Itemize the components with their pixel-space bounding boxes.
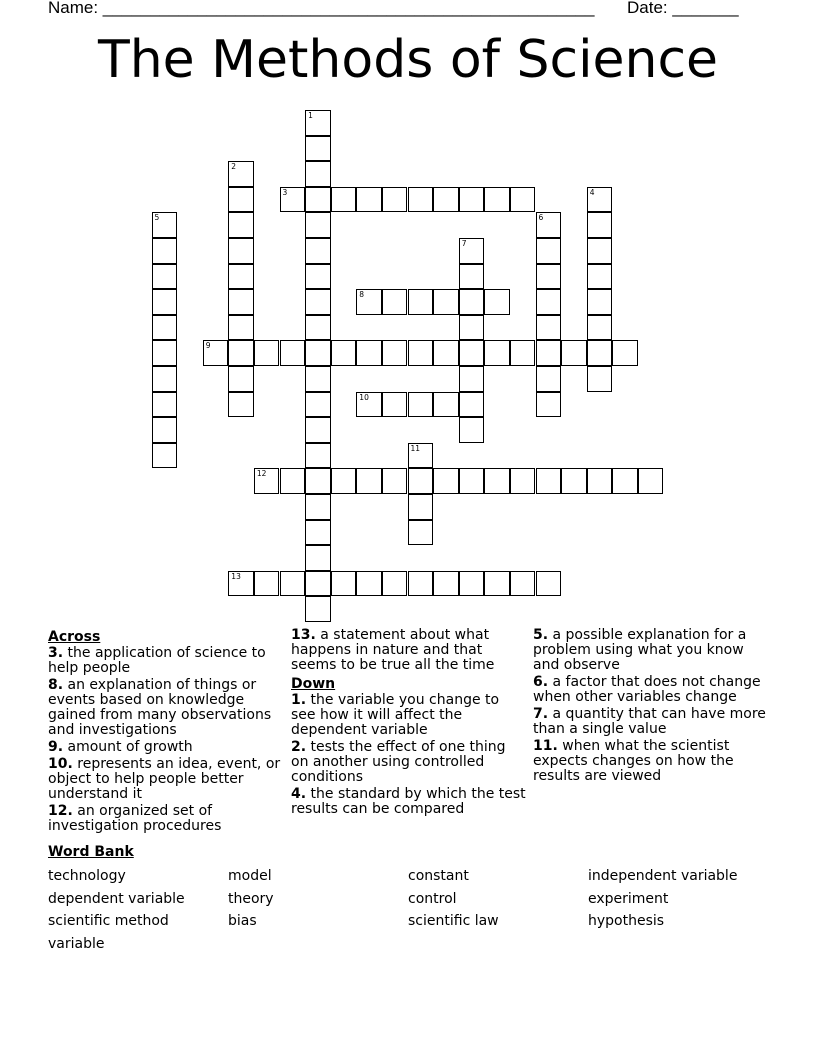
clue-number: 1 xyxy=(308,111,313,120)
word-bank-item: scientific method xyxy=(48,913,169,929)
crossword-cell[interactable] xyxy=(228,264,254,290)
clue-number: 10 xyxy=(359,392,369,402)
crossword-cell[interactable] xyxy=(536,392,562,418)
crossword-cell[interactable] xyxy=(484,468,510,494)
crossword-cell[interactable] xyxy=(152,315,178,341)
crossword-cell[interactable] xyxy=(305,366,331,392)
clue-number: 3 xyxy=(282,187,288,197)
word-bank-item: technology xyxy=(48,868,126,884)
crossword-cell[interactable] xyxy=(356,468,382,494)
crossword-cell[interactable] xyxy=(152,212,178,238)
crossword-cell[interactable] xyxy=(484,571,510,597)
crossword-cell[interactable] xyxy=(587,238,613,264)
crossword-cell[interactable] xyxy=(587,340,613,366)
crossword-cell[interactable] xyxy=(254,340,280,366)
crossword-cell[interactable] xyxy=(408,520,434,546)
down-clue: 1. the variable you change to see how it will affect the dependent variable xyxy=(291,692,500,738)
crossword-cell[interactable] xyxy=(382,392,408,418)
crossword-cell[interactable] xyxy=(305,110,331,136)
crossword-cell[interactable] xyxy=(382,340,408,366)
crossword-cell[interactable] xyxy=(408,187,434,213)
crossword-cell[interactable] xyxy=(228,212,254,238)
crossword-cell[interactable] xyxy=(536,212,562,238)
crossword-cell[interactable] xyxy=(484,289,510,315)
crossword-cell[interactable] xyxy=(587,468,613,494)
crossword-cell[interactable] xyxy=(587,289,613,315)
clues-column-3 xyxy=(533,628,769,786)
crossword-cell[interactable] xyxy=(305,545,331,571)
crossword-cell[interactable] xyxy=(536,468,562,494)
down-clue: 4. the standard by which the test results can be compared xyxy=(291,786,526,817)
crossword-cell[interactable] xyxy=(408,571,434,597)
crossword-cell[interactable] xyxy=(587,264,613,290)
word-bank-item: dependent variable xyxy=(48,890,185,907)
crossword-cell[interactable] xyxy=(203,340,229,366)
crossword-cell[interactable] xyxy=(305,571,331,597)
crossword-cell[interactable] xyxy=(459,571,485,597)
crossword-cell[interactable] xyxy=(305,596,331,622)
crossword-cell[interactable] xyxy=(536,289,562,315)
crossword-cell[interactable] xyxy=(152,366,178,392)
crossword-cell[interactable] xyxy=(433,571,459,597)
crossword-cell[interactable] xyxy=(331,468,357,494)
crossword-cell[interactable] xyxy=(356,571,382,597)
crossword-cell[interactable] xyxy=(536,264,562,290)
crossword-cell[interactable] xyxy=(587,187,613,213)
down-clue: 5. a possible explanation for a problem using what you know and observe xyxy=(533,627,747,673)
crossword-cell[interactable] xyxy=(408,289,434,315)
across-heading: Across xyxy=(48,629,101,645)
clue-number: 5 xyxy=(154,213,160,223)
crossword-cell[interactable] xyxy=(305,187,331,213)
crossword-cell[interactable] xyxy=(459,417,485,443)
crossword-cell[interactable] xyxy=(254,571,280,597)
crossword-cell[interactable] xyxy=(433,340,459,366)
crossword-cell[interactable] xyxy=(561,340,587,366)
clues-column-2 xyxy=(291,628,527,819)
crossword-cell[interactable] xyxy=(433,187,459,213)
word-bank-item: independent variable xyxy=(588,868,738,884)
down-clue: 7. a quantity that can have more than a single value xyxy=(533,706,766,737)
crossword-cell[interactable] xyxy=(536,315,562,341)
crossword-cell[interactable] xyxy=(228,161,254,187)
crossword-cell[interactable] xyxy=(408,494,434,520)
across-clue: 13. a statement about what happens in nature and that seems to be true all the time xyxy=(291,627,495,673)
crossword-cell[interactable] xyxy=(152,443,178,469)
crossword-cell[interactable] xyxy=(280,187,306,213)
across-clue: 12. an organized set of investigation procedures xyxy=(48,803,222,834)
crossword-cell[interactable] xyxy=(536,366,562,392)
crossword-cell[interactable] xyxy=(305,417,331,443)
name-line: Name: ____________________________________________________ xyxy=(48,0,595,17)
crossword-cell[interactable] xyxy=(459,340,485,366)
crossword-cell[interactable] xyxy=(510,340,536,366)
crossword-cell[interactable] xyxy=(408,392,434,418)
crossword-cell[interactable] xyxy=(152,238,178,264)
crossword-cell[interactable] xyxy=(228,340,254,366)
crossword-cell[interactable] xyxy=(459,187,485,213)
clue-number: 8 xyxy=(359,290,365,300)
crossword-cell[interactable] xyxy=(228,571,254,597)
crossword-cell[interactable] xyxy=(280,468,306,494)
across-clue: 10. represents an idea, event, or object to help people better understand it xyxy=(48,756,281,802)
crossword-cell[interactable] xyxy=(228,392,254,418)
crossword-cell[interactable] xyxy=(382,571,408,597)
crossword-cell[interactable] xyxy=(331,571,357,597)
crossword-cell[interactable] xyxy=(459,315,485,341)
crossword-cell[interactable] xyxy=(612,468,638,494)
word-bank-item: control xyxy=(408,890,457,907)
crossword-cell[interactable] xyxy=(331,187,357,213)
word-bank-heading: Word Bank xyxy=(48,844,134,860)
crossword-cell[interactable] xyxy=(356,187,382,213)
crossword-cell[interactable] xyxy=(587,315,613,341)
crossword-cell[interactable] xyxy=(228,315,254,341)
crossword-cell[interactable] xyxy=(228,289,254,315)
crossword-cell[interactable] xyxy=(228,238,254,264)
clue-number: 4 xyxy=(589,187,595,197)
date-line: Date: _______ xyxy=(627,0,739,17)
crossword-cell[interactable] xyxy=(305,136,331,162)
down-clue: 2. tests the effect of one thing on another using controlled conditions xyxy=(291,739,506,785)
crossword-cell[interactable] xyxy=(356,392,382,418)
down-clue: 11. when what the scientist expects changes on how the results are viewed xyxy=(533,738,734,784)
clue-number: 9 xyxy=(205,341,211,351)
crossword-cell[interactable] xyxy=(305,315,331,341)
clue-number: 12 xyxy=(256,469,267,479)
crossword-cell[interactable] xyxy=(305,161,331,187)
crossword-cell[interactable] xyxy=(459,366,485,392)
word-bank-item: constant xyxy=(408,868,469,884)
word-bank-item: bias xyxy=(228,913,257,929)
crossword-cell[interactable] xyxy=(280,571,306,597)
crossword-cell[interactable] xyxy=(382,289,408,315)
crossword-cell[interactable] xyxy=(536,238,562,264)
crossword-cell[interactable] xyxy=(228,366,254,392)
page-title: The Methods of Science xyxy=(97,30,719,90)
crossword-cell[interactable] xyxy=(305,520,331,546)
crossword-cell[interactable] xyxy=(305,392,331,418)
crossword-cell[interactable] xyxy=(228,187,254,213)
clue-number: 6 xyxy=(538,213,544,223)
crossword-cell[interactable] xyxy=(152,264,178,290)
clue-number: 7 xyxy=(461,239,467,248)
crossword-cell[interactable] xyxy=(305,468,331,494)
crossword-cell[interactable] xyxy=(484,340,510,366)
crossword-cell[interactable] xyxy=(408,340,434,366)
crossword-cell[interactable] xyxy=(382,187,408,213)
across-clue: 3. the application of science to help people xyxy=(48,645,266,676)
crossword-cell[interactable] xyxy=(382,468,408,494)
crossword-cell[interactable] xyxy=(305,212,331,238)
word-bank-item: scientific law xyxy=(408,913,499,929)
clues-column-1 xyxy=(48,628,284,836)
crossword-cell[interactable] xyxy=(612,340,638,366)
crossword-cell[interactable] xyxy=(638,468,664,494)
word-bank-item: model xyxy=(228,868,272,884)
crossword-cell[interactable] xyxy=(459,238,485,264)
word-bank-item: theory xyxy=(228,890,274,907)
word-bank-item: experiment xyxy=(588,890,669,907)
crossword-cell[interactable] xyxy=(433,468,459,494)
crossword-cell[interactable] xyxy=(305,494,331,520)
crossword-cell[interactable] xyxy=(587,366,613,392)
crossword-cell[interactable] xyxy=(356,289,382,315)
crossword-cell[interactable] xyxy=(510,571,536,597)
crossword-cell[interactable] xyxy=(305,264,331,290)
crossword-cell[interactable] xyxy=(459,468,485,494)
crossword-cell[interactable] xyxy=(587,212,613,238)
down-heading: Down xyxy=(291,676,336,692)
crossword-cell[interactable] xyxy=(331,340,357,366)
crossword-cell[interactable] xyxy=(536,340,562,366)
crossword-cell[interactable] xyxy=(254,468,280,494)
crossword-cell[interactable] xyxy=(510,468,536,494)
crossword-cell[interactable] xyxy=(561,468,587,494)
crossword-cell[interactable] xyxy=(152,392,178,418)
word-bank-item: hypothesis xyxy=(588,913,665,929)
crossword-cell[interactable] xyxy=(305,289,331,315)
crossword-cell[interactable] xyxy=(433,289,459,315)
crossword-cell[interactable] xyxy=(356,340,382,366)
across-clue: 9. amount of growth xyxy=(48,739,193,755)
crossword-cell[interactable] xyxy=(510,187,536,213)
clue-number: 11 xyxy=(410,443,421,453)
crossword-cell[interactable] xyxy=(305,340,331,366)
crossword-cell[interactable] xyxy=(408,468,434,494)
down-clue: 6. a factor that does not change when other variables change xyxy=(533,674,761,705)
clue-number: 2 xyxy=(231,162,237,172)
crossword-cell[interactable] xyxy=(305,238,331,264)
crossword-cell[interactable] xyxy=(459,289,485,315)
crossword-cell[interactable] xyxy=(305,443,331,469)
clue-number: 13 xyxy=(231,571,241,581)
crossword-cell[interactable] xyxy=(152,289,178,315)
crossword-cell[interactable] xyxy=(152,417,178,443)
crossword-cell[interactable] xyxy=(459,392,485,418)
crossword-cell[interactable] xyxy=(408,443,434,469)
word-bank-item: variable xyxy=(48,935,105,952)
crossword-cell[interactable] xyxy=(459,264,485,290)
crossword-cell[interactable] xyxy=(484,187,510,213)
crossword-cell[interactable] xyxy=(433,392,459,418)
across-clue: 8. an explanation of things or events based on knowledge gained from many observations and investigations xyxy=(48,677,272,738)
crossword-cell[interactable] xyxy=(280,340,306,366)
crossword-cell[interactable] xyxy=(536,571,562,597)
crossword-cell[interactable] xyxy=(152,340,178,366)
